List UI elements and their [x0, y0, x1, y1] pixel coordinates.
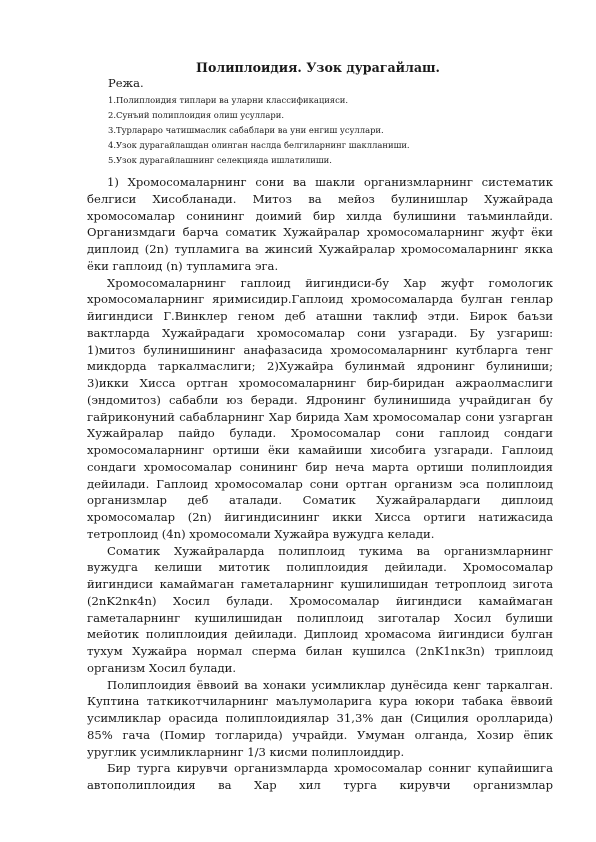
paragraph: 1) Хромосомаларнинг сони ва шакли организмларнинг систематик белгиси Хисобланади. Митоз ва мейоз булинишлар Хужайрада хромосомалар сонининг доимий бир хилда булишини таъминлайди. Организмдаги барча соматик Хужайралар хромосомаларнинг жуфт ёки диплоид (2n) тупламига ва жинсий Хужайралар хромосомаларнинг якка ёки гаплоид (n) тупламига эга. [87, 175, 553, 273]
plan-item: 5.Узок дурагайлашнинг селекцияда ишлатилиши. [108, 155, 332, 166]
paragraph: Хромосомаларнинг гаплоид йигиндиси-бу Хар жуфт гомологик хромосомаларнинг яримисидир.Гаплоид хромосомаларда булган генлар йигиндиси Г.Винклер геном деб аташни таклиф этди. Бирок баъзи вактларда Хужайрадаги хромосомалар сони узгаради. Бу узгариш: 1)митоз булинишининг анафазасида хромосомаларнинг кутбларга тенг микдорда таркалмаслиги; 2)Хужайра булинмай ядронинг булиниши; 3)икки Хисса ортган хромосомаларнинг бир-биридан ажраолмаслиги (эндомитоз) сабабли юз беради. Ядронинг булинишида учрайдиган бу гайриконуний сабабларнинг Хар бирида Хам хромосомалар сони узгарган Хужайралар пайдо булади. Хромосомалар сони гаплоид сондаги хромосомаларнинг ортиши ёки камайиши хисобига узгаради. Гаплоид сондаги хромосомалар сонининг бир неча марта ортиши полиплоидия дейилади. Гаплоид хромосомалар сони ортган организм эса полиплоид организмлар деб аталади. Соматик Хужайралардаги диплоид хромосомалар (2n) йигиндисининг икки Хисса ортиги натижасида тетроплоид (4n) хромосомали Хужайра вужудга келади. [87, 275, 553, 541]
plan-heading: Режа. [108, 76, 144, 90]
plan-item: 2.Сунъий полиплоидия олиш усуллари. [108, 110, 284, 121]
paragraph: Соматик Хужайраларда полиплоид тукима ва организмларнинг вужудга келиши митотик полиплоидия дейилади. Хромосомалар йигиндиси камаймаган гаметаларнинг кушилишидан тетроплоид зигота (2nK2nк4n) Хосил булади. Хромосомалар йигиндиси камаймаган гаметаларнинг кушилишидан полиплоид зиготалар Хосил булиши мейотик полиплоидия дейилади. Диплоид хромасома йигиндиси булган тухум Хужайра нормал сперма билан кушилса (2nK1nк3n) триплоид организм Хосил булади. [87, 543, 553, 675]
paragraph: Бир турга кирувчи организмларда хромосомалар сонниг купайишига автополиплоидия ва Хар хил турга кирувчи организмлар [87, 761, 553, 792]
plan-item: 3.Турлараро чатишмаслик сабаблари ва уни енгиш усуллари. [108, 125, 384, 136]
document-body [87, 174, 553, 794]
paragraph: Полиплоидия ёввоий ва хонаки усимликлар дунёсида кенг таркалган. Куптина таткикотчиларнинг маълумоларига кура юкори табака ёввоий усимликлар орасида полиплоидиялар 31,3% дан (Сицилия оролларида) 85% гача (Помир тогларида) учрайди. Умуман олганда, Хозир ёпик уруглик усимликларнинг 1/3 кисми полиплоиддир. [87, 677, 553, 759]
plan-item: 4.Узок дурагайлашдан олинган наслда белгиларнинг шаклланиши. [108, 140, 410, 151]
plan-list [108, 93, 410, 168]
plan-item: 1.Полиплоидия типлари ва уларни классификацияси. [108, 95, 349, 105]
document-title: Полиплоидия. Узок дурагайлаш. [196, 60, 440, 75]
